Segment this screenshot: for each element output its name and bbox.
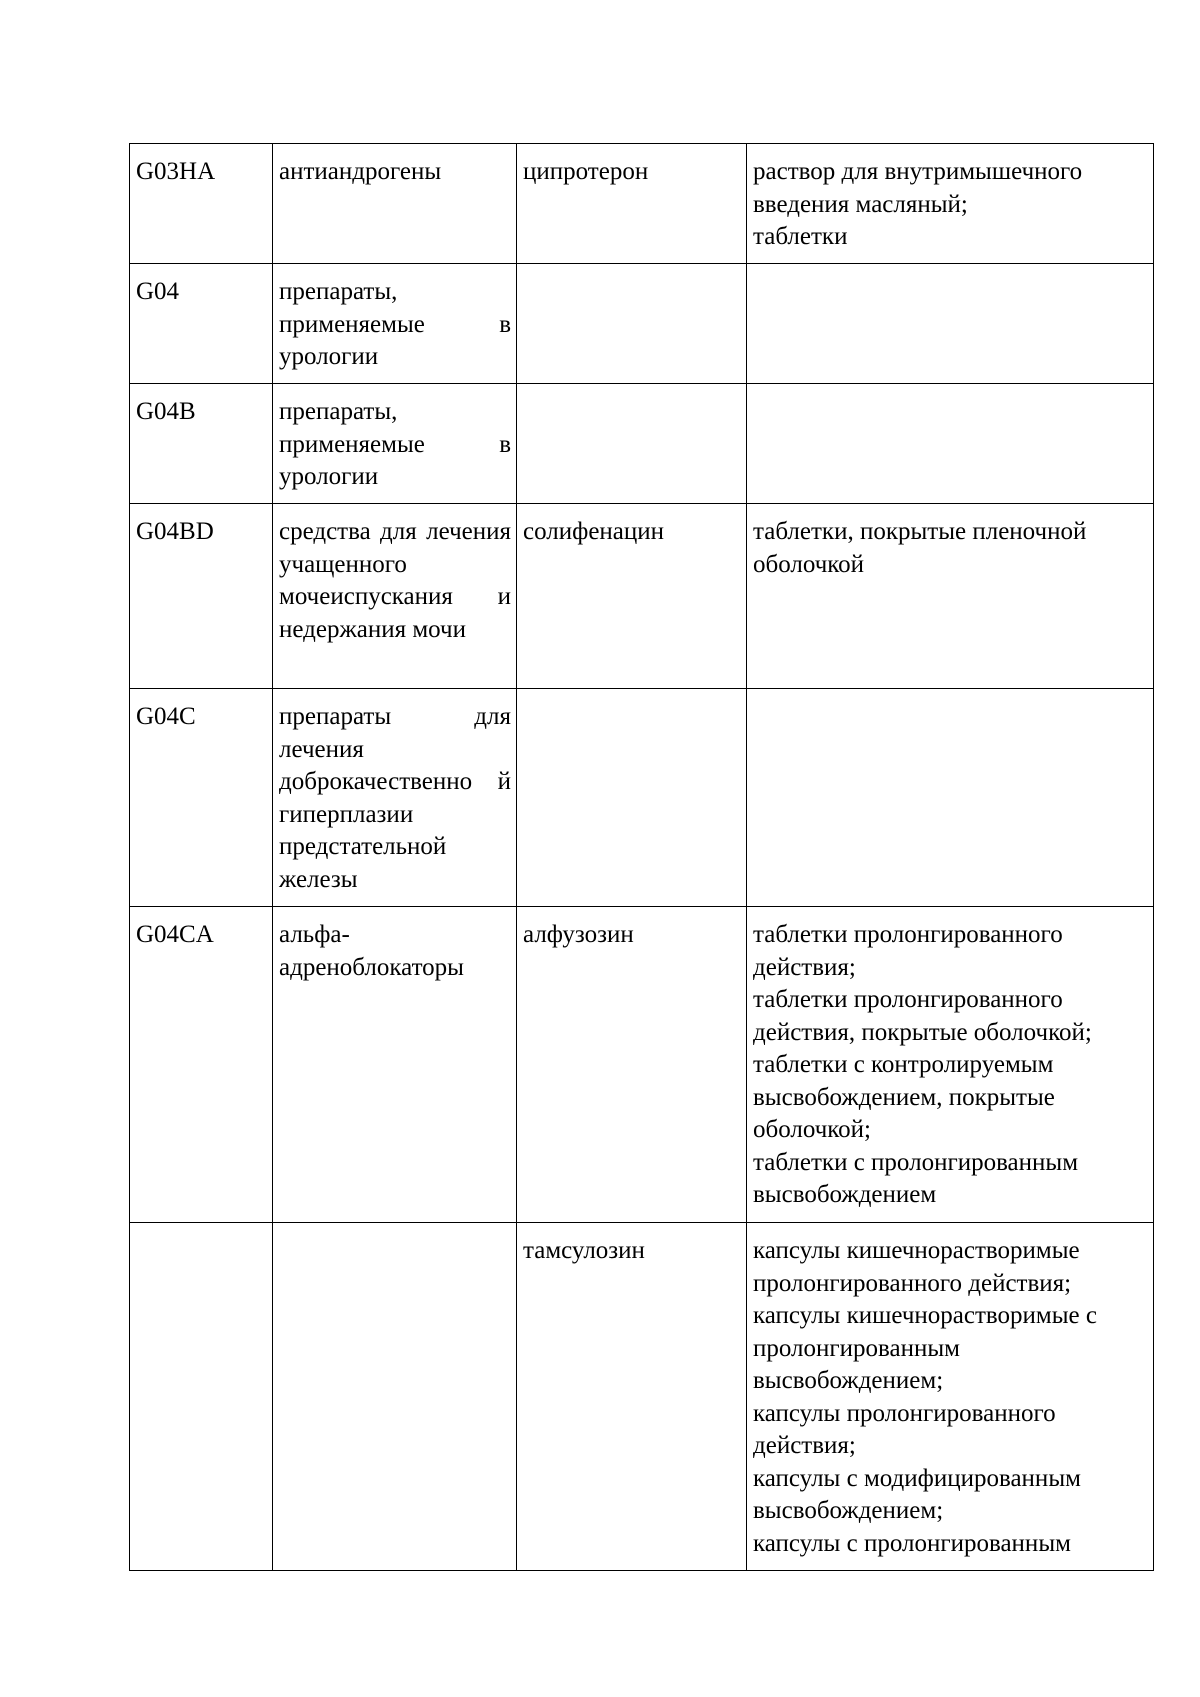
dosage-form-cell	[747, 384, 1154, 504]
atc-group-cell: препараты, применяемые в урологии	[273, 264, 517, 384]
inn-cell: тамсулозин	[517, 1223, 747, 1571]
dosage-form-line: пролонгированного действия;	[753, 1269, 1072, 1297]
dosage-form-line: капсулы с модифицированным	[753, 1464, 1081, 1492]
dosage-form-cell	[747, 907, 1154, 1223]
dosage-form-cell	[747, 689, 1154, 907]
inn-cell	[517, 689, 747, 907]
dosage-form-line: оболочкой;	[753, 1116, 871, 1143]
dosage-form-line: пролонгированным	[753, 1334, 960, 1362]
atc-code-cell: G03HA	[130, 144, 273, 264]
dosage-form-line: высвобождением;	[753, 1367, 944, 1394]
dosage-form-line: действия;	[753, 1432, 856, 1459]
dosage-form-line: высвобождением;	[753, 1497, 944, 1524]
dosage-form-line: введения масляный;	[753, 190, 968, 218]
dosage-form-line: капсулы с пролонгированным	[753, 1529, 1071, 1557]
dosage-form-line: таблетки пролонгированного	[753, 921, 1063, 948]
atc-code-cell: G04CA	[130, 907, 273, 1223]
table-row	[130, 689, 1154, 907]
table-row	[130, 1223, 1154, 1571]
dosage-form-line: раствор для внутримышечного	[753, 158, 1083, 185]
inn-cell: солифенацин	[517, 504, 747, 689]
atc-group-cell	[273, 1223, 517, 1571]
inn-cell	[517, 384, 747, 504]
dosage-form-line: оболочкой	[753, 550, 865, 578]
table-row	[130, 504, 1154, 689]
dosage-form-line: действия;	[753, 953, 856, 981]
table-row	[130, 144, 1154, 264]
dosage-form-line: капсулы пролонгированного	[753, 1399, 1056, 1427]
dosage-form-line: таблетки пролонгированного	[753, 986, 1063, 1013]
drug-table	[129, 143, 1154, 1571]
dosage-form-line: таблетки	[753, 223, 848, 250]
atc-group-cell: альфа-адреноблокаторы	[273, 907, 517, 1223]
atc-group-cell: средства для лечения учащенного мочеиспускания и недержания мочи	[273, 504, 517, 689]
atc-group-cell: препараты для лечения доброкачественно й гиперплазии предстательной железы	[273, 689, 517, 907]
atc-group-cell: препараты, применяемые в урологии	[273, 384, 517, 504]
inn-cell: ципротерон	[517, 144, 747, 264]
dosage-form-line: действия, покрытые оболочкой;	[753, 1018, 1092, 1046]
atc-code-cell: G04C	[130, 689, 273, 907]
dosage-form-line: капсулы кишечнорастворимые	[753, 1237, 1080, 1264]
table-row	[130, 907, 1154, 1223]
dosage-form-line: высвобождением, покрытые	[753, 1083, 1055, 1111]
dosage-form-cell	[747, 264, 1154, 384]
atc-group-cell: антиандрогены	[273, 144, 517, 264]
table-row	[130, 384, 1154, 504]
dosage-form-cell	[747, 144, 1154, 264]
atc-code-cell: G04	[130, 264, 273, 384]
atc-code-cell: G04B	[130, 384, 273, 504]
atc-code-cell: G04BD	[130, 504, 273, 689]
dosage-form-line: таблетки с пролонгированным	[753, 1148, 1079, 1176]
table-row	[130, 264, 1154, 384]
inn-cell: алфузозин	[517, 907, 747, 1223]
dosage-form-cell	[747, 504, 1154, 689]
atc-code-cell	[130, 1223, 273, 1571]
dosage-form-line: таблетки, покрытые пленочной	[753, 518, 1087, 545]
dosage-form-cell	[747, 1223, 1154, 1571]
dosage-form-line: таблетки с контролируемым	[753, 1051, 1054, 1078]
dosage-form-line: высвобождением	[753, 1181, 937, 1208]
dosage-form-line: капсулы кишечнорастворимые с	[753, 1302, 1097, 1329]
inn-cell	[517, 264, 747, 384]
